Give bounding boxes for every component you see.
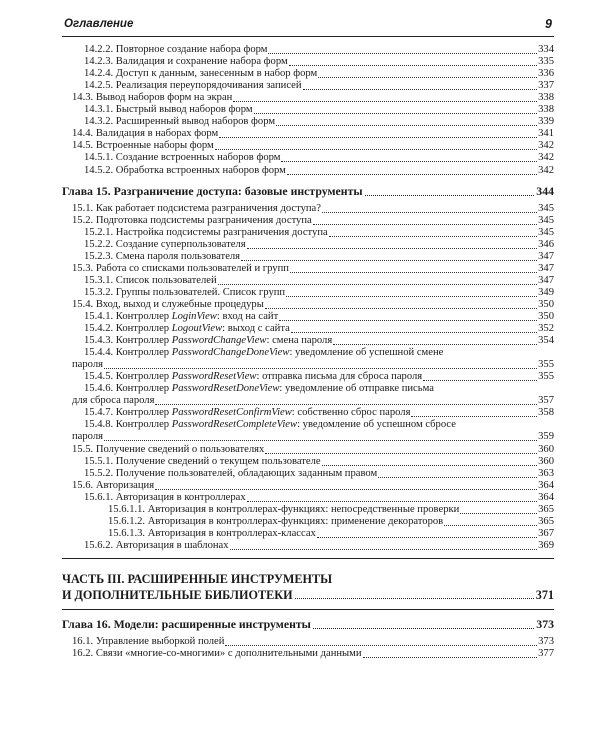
dot-leader [317, 537, 537, 538]
toc-entry-page: 347 [538, 274, 554, 286]
toc-entry-title: 15.5.1. Получение сведений о текущем пользователе [84, 455, 321, 467]
toc-entry-page: 354 [538, 335, 554, 347]
toc-entry[interactable] [62, 504, 554, 516]
dot-leader [365, 195, 535, 196]
toc-entry-title-prefix: 15.4.4. Контроллер [84, 347, 172, 359]
dot-leader [230, 549, 538, 550]
toc-entry-title [84, 347, 443, 359]
toc-entry-title: 15.5. Получение сведений о пользователях [72, 443, 265, 455]
toc-entry-page: 350 [538, 298, 554, 310]
toc-entry-class-name: LogoutView [171, 323, 223, 335]
toc-entry-page: 365 [538, 503, 554, 515]
toc-entry-page: 345 [538, 214, 554, 226]
dot-leader [295, 598, 534, 599]
toc-entry-title: 15.6.2. Авторизация в шаблонах [84, 539, 229, 551]
toc-entry-page: 335 [538, 56, 554, 68]
toc-entry-title [84, 323, 290, 335]
toc-entry-title [84, 371, 422, 383]
toc-entry-title-prefix: 15.4.7. Контроллер [84, 407, 172, 419]
toc-entry[interactable] [62, 480, 554, 492]
toc-entry[interactable] [62, 263, 554, 275]
dot-leader [318, 77, 537, 78]
toc-entry[interactable] [62, 468, 554, 480]
toc-entry-page: 345 [538, 226, 554, 238]
toc-entry[interactable] [62, 648, 554, 660]
table-of-contents [62, 44, 554, 660]
toc-entry-page: 367 [538, 527, 554, 539]
toc-entry-title: 14.2.2. Повторное создание набора форм [84, 44, 268, 56]
toc-entry-page: 342 [538, 140, 554, 152]
toc-entry[interactable] [62, 104, 554, 116]
dot-leader [279, 320, 537, 321]
toc-entry-title: 15.2.3. Смена пароля пользователя [84, 250, 241, 262]
toc-entry-page: 355 [538, 371, 554, 383]
dot-leader [313, 628, 534, 629]
toc-entry-title [84, 383, 434, 395]
toc-entry-page: 365 [538, 515, 554, 527]
toc-entry-page: 336 [538, 68, 554, 80]
toc-entry[interactable] [62, 116, 554, 128]
dot-leader [241, 260, 537, 261]
dot-leader [286, 296, 537, 297]
dot-leader [287, 174, 537, 175]
toc-entry-page: 373 [538, 635, 554, 647]
toc-entry-title: 15.3. Работа со списками пользователей и групп [72, 262, 289, 274]
toc-entry-title: 15.4. Вход, выход и служебные процедуры [72, 298, 264, 310]
dot-leader [291, 332, 537, 333]
toc-entry-title: 15.1. Как работает подсистема разграничения доступа? [72, 202, 321, 214]
toc-entry-page: 339 [538, 116, 554, 128]
toc-entry-page: 350 [538, 310, 554, 322]
toc-entry[interactable] [62, 540, 554, 552]
toc-entry[interactable] [62, 251, 554, 263]
toc-entry-title-suffix: : собственно сброс пароля [291, 407, 411, 419]
toc-entry-page: 352 [538, 323, 554, 335]
part-heading[interactable] [62, 571, 554, 603]
dot-leader [155, 404, 537, 405]
toc-entry-title-suffix: : выход с сайта [222, 323, 290, 335]
dot-leader [281, 161, 537, 162]
dot-leader [322, 465, 538, 466]
toc-entry-title: пароля [72, 431, 103, 443]
dot-leader [289, 65, 537, 66]
toc-entry[interactable] [62, 311, 554, 323]
toc-entry-title: 14.4. Валидация в наборах форм [72, 128, 219, 140]
toc-entry[interactable] [62, 636, 554, 648]
toc-entry[interactable] [62, 164, 554, 176]
chapter-title: Глава 15. Разграничение доступа: базовые инструменты [62, 183, 363, 198]
section-divider [62, 609, 554, 610]
toc-entry[interactable] [62, 407, 554, 419]
toc-entry[interactable] [62, 323, 554, 335]
toc-entry-page: 346 [538, 238, 554, 250]
toc-entry[interactable] [62, 383, 554, 395]
toc-entry-page: 342 [538, 164, 554, 176]
toc-entry-page: 349 [538, 286, 554, 298]
toc-entry-page: 363 [538, 467, 554, 479]
toc-entry[interactable] [62, 431, 554, 443]
toc-entry-title-suffix: : уведомление об успешной смене [289, 347, 444, 359]
toc-entry-page: 355 [538, 359, 554, 371]
toc-entry[interactable] [62, 152, 554, 164]
toc-entry[interactable] [62, 140, 554, 152]
toc-entry-page: 347 [538, 250, 554, 262]
toc-entry-page: 359 [538, 431, 554, 443]
part-title-line1: ЧАСТЬ III. РАСШИРЕННЫЕ ИНСТРУМЕНТЫ [62, 571, 333, 586]
toc-entry-page: 377 [538, 647, 554, 659]
toc-entry[interactable] [62, 92, 554, 104]
dot-leader [290, 272, 537, 273]
chapter-page: 373 [536, 616, 554, 631]
toc-entry-title: 15.6. Авторизация [72, 479, 155, 491]
toc-entry-title: для сброса пароля [72, 395, 155, 407]
dot-leader [215, 149, 537, 150]
toc-entry[interactable] [62, 275, 554, 287]
toc-entry-title: 15.2.2. Создание суперпользователя [84, 238, 246, 250]
toc-entry-page: 357 [538, 395, 554, 407]
dot-leader [233, 101, 537, 102]
dot-leader [460, 513, 537, 514]
toc-entry[interactable] [62, 371, 554, 383]
toc-entry-class-name: PasswordChangeDoneView [171, 347, 290, 359]
dot-leader [155, 489, 537, 490]
toc-entry-title [84, 311, 278, 323]
dot-leader [219, 137, 537, 138]
toc-entry[interactable] [62, 299, 554, 311]
toc-block-chapter14 [62, 44, 554, 177]
toc-entry-title: 15.6.1. Авторизация в контроллерах [84, 491, 246, 503]
toc-entry-title [84, 407, 410, 419]
toc-entry-title-prefix: 15.4.5. Контроллер [84, 371, 172, 383]
dot-leader [218, 284, 537, 285]
toc-entry-class-name: PasswordResetConfirmView [171, 407, 292, 419]
toc-entry[interactable] [62, 128, 554, 140]
toc-entry-class-name: PasswordResetCompleteView [171, 419, 298, 431]
toc-entry-class-name: PasswordResetDoneView [171, 383, 280, 395]
toc-entry-class-name: PasswordResetView [171, 371, 257, 383]
toc-entry-title: 15.2.1. Настройка подсистемы разграничения доступа [84, 226, 328, 238]
toc-entry-title: 14.2.5. Реализация переупорядочивания записей [84, 80, 302, 92]
toc-entry[interactable] [62, 359, 554, 371]
toc-entry[interactable] [62, 287, 554, 299]
toc-entry-page: 358 [538, 407, 554, 419]
dot-leader [333, 344, 537, 345]
toc-entry[interactable] [62, 516, 554, 528]
dot-leader [268, 53, 537, 54]
dot-leader [363, 657, 538, 658]
toc-entry[interactable] [62, 215, 554, 227]
toc-entry-title: 14.3.2. Расширенный вывод наборов форм [84, 116, 276, 128]
toc-entry-page: 360 [538, 455, 554, 467]
toc-block-chapter16 [62, 636, 554, 660]
section-divider [62, 558, 554, 559]
toc-entry[interactable] [62, 419, 554, 431]
dot-leader [254, 113, 538, 114]
chapter-page: 344 [536, 183, 554, 198]
toc-entry-title: 15.2. Подготовка подсистемы разграничения доступа [72, 214, 312, 226]
toc-entry-page: 342 [538, 152, 554, 164]
toc-entry-page: 364 [538, 491, 554, 503]
toc-entry-title [84, 419, 456, 431]
toc-entry-title-prefix: 15.4.2. Контроллер [84, 323, 172, 335]
toc-entry-title [84, 335, 332, 347]
toc-entry[interactable] [62, 443, 554, 455]
toc-entry-title-suffix: : уведомление об отправке письма [279, 383, 434, 395]
toc-entry-class-name: PasswordChangeView [171, 335, 267, 347]
toc-entry-title-suffix: : смена пароля [266, 335, 333, 347]
toc-block-chapter15 [62, 203, 554, 552]
toc-entry-title: 16.1. Управление выборкой полей [72, 635, 225, 647]
toc-entry-page: 345 [538, 202, 554, 214]
dot-leader [104, 368, 537, 369]
dot-leader [444, 525, 537, 526]
dot-leader [265, 453, 537, 454]
dot-leader [265, 308, 537, 309]
toc-entry[interactable] [62, 203, 554, 215]
dot-leader [104, 440, 537, 441]
toc-entry[interactable] [62, 227, 554, 239]
dot-leader [247, 248, 538, 249]
toc-entry-title: 16.2. Связи «многие-со-многими» с дополнительными данными [72, 647, 362, 659]
chapter-title: Глава 16. Модели: расширенные инструменты [62, 616, 311, 631]
toc-entry-page: 360 [538, 443, 554, 455]
toc-entry[interactable] [62, 456, 554, 468]
toc-entry-page: 369 [538, 539, 554, 551]
toc-entry-title-prefix: 15.4.6. Контроллер [84, 383, 172, 395]
toc-entry-title-suffix: : отправка письма для сброса пароля [256, 371, 423, 383]
toc-entry-title: 14.3.1. Быстрый вывод наборов форм [84, 104, 253, 116]
toc-entry-page: 364 [538, 479, 554, 491]
dot-leader [247, 501, 537, 502]
toc-entry-class-name: LoginView [171, 310, 217, 322]
chapter-heading[interactable] [62, 184, 554, 199]
toc-entry-title: 14.5.1. Создание встроенных наборов форм [84, 152, 281, 164]
toc-entry-page: 337 [538, 80, 554, 92]
toc-entry[interactable] [62, 68, 554, 80]
toc-entry-title-prefix: 15.4.8. Контроллер [84, 419, 172, 431]
toc-entry-page: 338 [538, 92, 554, 104]
toc-entry[interactable] [62, 80, 554, 92]
toc-entry-title-prefix: 15.4.3. Контроллер [84, 335, 172, 347]
toc-entry-title-suffix: : вход на сайт [216, 310, 279, 322]
part-page: 371 [535, 587, 554, 602]
toc-entry[interactable] [62, 395, 554, 407]
toc-entry[interactable] [62, 492, 554, 504]
toc-entry-title: 14.5.2. Обработка встроенных наборов форм [84, 164, 286, 176]
toc-entry[interactable] [62, 56, 554, 68]
toc-entry-title: 15.6.1.2. Авторизация в контроллерах-функциях: применение декораторов [108, 515, 444, 527]
page-header [62, 16, 554, 37]
toc-entry-title-prefix: 15.4.1. Контроллер [84, 310, 172, 322]
dot-leader [225, 645, 537, 646]
dot-leader [303, 89, 538, 90]
toc-entry-title: пароля [72, 359, 103, 371]
toc-entry-page: 347 [538, 262, 554, 274]
toc-entry-page: 341 [538, 128, 554, 140]
dot-leader [313, 224, 537, 225]
toc-entry[interactable] [62, 528, 554, 540]
chapter-heading[interactable] [62, 617, 554, 632]
dot-leader [329, 236, 537, 237]
toc-entry-page: 334 [538, 44, 554, 56]
toc-entry-title: 14.2.3. Валидация и сохранение набора форм [84, 56, 288, 68]
toc-entry-page: 338 [538, 104, 554, 116]
toc-entry[interactable] [62, 335, 554, 347]
toc-entry-title-suffix: : уведомление об успешном сбросе [297, 419, 456, 431]
page-number: 9 [545, 17, 552, 31]
toc-entry-title: 14.3. Вывод наборов форм на экран [72, 92, 233, 104]
toc-entry[interactable] [62, 347, 554, 359]
dot-leader [322, 212, 537, 213]
dot-leader [276, 125, 537, 126]
toc-entry-title: 14.5. Встроенные наборы форм [72, 140, 214, 152]
toc-entry[interactable] [62, 44, 554, 56]
toc-entry-title: 14.2.4. Доступ к данным, занесенным в набор форм [84, 68, 318, 80]
toc-entry-title: 15.3.1. Список пользователей [84, 274, 217, 286]
toc-entry-title: 15.6.1.1. Авторизация в контроллерах-функциях: непосредственные проверки [108, 503, 460, 515]
section-title: Оглавление [64, 18, 134, 30]
toc-entry[interactable] [62, 239, 554, 251]
toc-entry-title: 15.3.2. Группы пользователей. Список групп [84, 286, 286, 298]
part-title-line2: И ДОПОЛНИТЕЛЬНЫЕ БИБЛИОТЕКИ [62, 587, 293, 602]
dot-leader [378, 477, 537, 478]
toc-entry-title: 15.6.1.3. Авторизация в контроллерах-классах [108, 527, 316, 539]
dot-leader [423, 380, 537, 381]
toc-entry-title: 15.5.2. Получение пользователей, обладающих заданным правом [84, 467, 378, 479]
dot-leader [411, 416, 537, 417]
